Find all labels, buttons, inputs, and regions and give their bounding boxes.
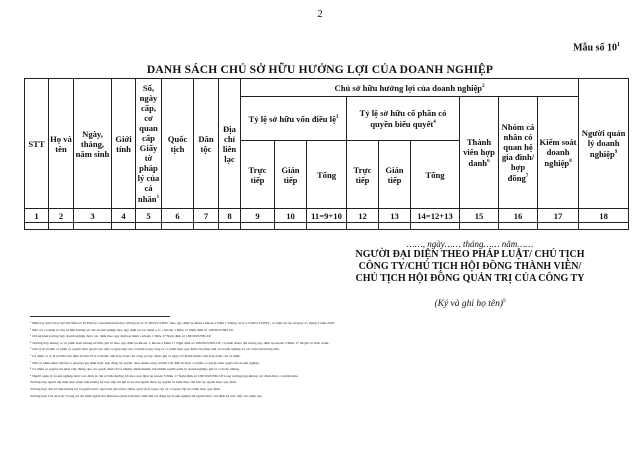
document-title: [0, 64, 640, 76]
column-number: 11=9+10: [307, 209, 347, 223]
header-capital-group-text: Tỷ lệ sở hữu vốn điều lệ: [248, 113, 336, 124]
header-member-ref: 6: [487, 159, 490, 165]
footnote-item: ⁷ Nêu cá nhân thuộc nhóm có quan hệ gia đình hoặc hợp đồng ủy quyền, thỏa thuận cùng sở hữu vốn điều lệ hoặc cổ phần có quyền biểu quyết của doanh nghiệp.: [30, 360, 260, 365]
empty-cell: [379, 223, 411, 230]
empty-cell: [275, 223, 307, 230]
header-indirect-voting: Gián tiếp: [379, 141, 411, 209]
empty-cell: [25, 223, 49, 230]
column-number: 15: [460, 209, 499, 223]
column-number: 5: [136, 209, 162, 223]
footnote-divider: [30, 316, 170, 317]
signature-block: [300, 249, 640, 285]
empty-cell: [49, 223, 74, 230]
column-number: 14=12+13: [411, 209, 460, 223]
footnote-item: Trường hợp chủ sở hữu hưởng lợi là người nước ngoài thì ghi số hộ chiếu, quốc tịch, ngày cấp và cơ quan cấp hộ chiếu theo quy định.: [30, 386, 221, 391]
header-indirect: Gián tiếp: [275, 141, 307, 209]
header-beneficial-group: [241, 79, 579, 97]
signature-note-text: (Ký và ghi họ tên): [434, 299, 504, 310]
empty-cell: [499, 223, 538, 230]
footnote-item: Trường hợp Tòa án hoặc Trọng tài chỉ định người đại diện theo pháp luật thực hiện thủ tục đăng ký doanh nghiệp thì người được chỉ định ký trực tiếp vào phần này.: [30, 393, 263, 398]
header-address: Địa chỉ liên lạc: [219, 79, 241, 209]
empty-cell: [241, 223, 275, 230]
header-beneficial-group-ref: 2: [482, 84, 485, 90]
footnotes: [30, 320, 630, 399]
beneficial-owner-table: [24, 78, 629, 230]
footnote-item: ⁶ Cá nhân có tỷ lệ sở hữu vốn điều lệ trên 25% là thành viên hợp danh của công ty hợp danh; ghi rõ ngày trở thành thành viên hợp danh của cá nhân.: [30, 353, 241, 358]
header-id-doc-ref: 1: [156, 195, 160, 201]
empty-cell: [136, 223, 162, 230]
header-total-voting: Tổng: [411, 141, 460, 209]
footnote-item: ⁴ Trường hợp không có cổ phần hoặc không sở hữu, ghi rõ theo quy định tại khoản 1, khoản 2 Điều 17 Nghị định số 168/2025/NĐ-CP; cá nhân thuộc đối tượng quy định tại khoản 3 Điều 17 thì ghi rõ chức danh.: [30, 340, 330, 345]
empty-cell: [194, 223, 219, 230]
empty-cell: [219, 223, 241, 230]
signature-line-3: CHỦ TỊCH HỘI ĐỒNG QUẢN TRỊ CỦA CÔNG TY: [355, 273, 585, 284]
footnote-item: Trường hợp người đại diện theo pháp luật không ký trực tiếp thì ghi rõ họ tên người được ủy quyền và kèm theo văn bản ủy quyền theo quy định.: [30, 380, 237, 385]
header-control: [538, 97, 579, 209]
column-number: 12: [347, 209, 379, 223]
empty-cell: [307, 223, 347, 230]
empty-data-row: [25, 223, 629, 230]
header-control-ref: 8: [569, 159, 572, 165]
column-number: 4: [112, 209, 136, 223]
column-number: 18: [579, 209, 629, 223]
header-name: Họ và tên: [49, 79, 74, 209]
footnote-item: ⁹ Người quản lý doanh nghiệp được xác định là chủ sở hữu hưởng lợi theo quy định tại khoản 3 Điều 17 Nghị định số 168/2025/NĐ-CP trong trường hợp không xác định được cá nhân khác.: [30, 373, 299, 378]
document-title-text: DANH SÁCH CHỦ SỞ HỮU HƯỞNG LỢI CỦA DOANH NGHIỆP: [146, 64, 494, 76]
footnote-item: ⁸ Cá nhân có quyền chi phối việc thông qua các quyết định về bổ nhiệm, miễn nhiệm, bãi nhiệm người quản lý doanh nghiệp; ghi rõ có hoặc không.: [30, 367, 240, 372]
date-line: ……, ngày…… tháng…… năm……: [406, 239, 534, 249]
header-dob: Ngày, tháng, năm sinh: [74, 79, 112, 209]
column-number: 2: [49, 209, 74, 223]
header-manager-ref: 9: [614, 150, 618, 156]
footnote-item: ³ Chỉ kê khai trường hợp doanh nghiệp được xác định theo quy định tại điểm a khoản 1 Điều 17 Nghị định số 168/2025/NĐ-CP.: [30, 334, 212, 339]
footnote-item: ² Nêu các cá nhân là chủ sở hữu hưởng lợi của doanh nghiệp theo quy định tại các điểm a, b, c khoản 1 Điều 17 Nghị định số 168/2025/NĐ-CP.: [30, 327, 234, 332]
column-number: 7: [194, 209, 219, 223]
header-related-group: [499, 97, 538, 209]
header-capital-group: [241, 97, 347, 141]
header-manager-text: Người quản lý doanh nghiệp: [581, 128, 626, 159]
empty-cell: [347, 223, 379, 230]
footnote-item: ¹ Mẫu này được thay thế bởi Mẫu số 10 Phụ lục ban hành kèm theo Thông tư số 11/2025/TT-BTC theo quy định tại điểm a khoản 1 Điều 1 Thông tư số 11/2025/TT-BTC, có hiệu lực kể từ ngày 21 tháng 3 năm 2025.: [30, 321, 336, 325]
header-gender: Giới tính: [112, 79, 136, 209]
header-ethnicity: Dân tộc: [194, 79, 219, 209]
empty-cell: [579, 223, 629, 230]
header-related-group-ref: 7: [525, 174, 529, 180]
header-voting-group-ref: 4: [433, 120, 436, 126]
signature-note: [300, 299, 640, 309]
header-beneficial-group-text: Chủ sở hữu hưởng lợi của doanh nghiệp: [334, 82, 483, 93]
empty-cell: [74, 223, 112, 230]
header-capital-group-ref: 3: [335, 115, 339, 121]
page-number: 2: [317, 8, 323, 20]
signature-line-2: CÔNG TY/CHỦ TỊCH HỘI ĐỒNG THÀNH VIÊN/: [358, 261, 582, 272]
column-number-row: [25, 209, 629, 223]
column-number: 16: [499, 209, 538, 223]
header-member: [460, 97, 499, 209]
column-number: 9: [241, 209, 275, 223]
column-number: 8: [219, 209, 241, 223]
column-number: 10: [275, 209, 307, 223]
header-total: Tổng: [307, 141, 347, 209]
header-direct-voting: Trực tiếp: [347, 141, 379, 209]
header-control-text: Kiểm soát doanh nghiệp: [539, 137, 577, 168]
form-label: [573, 42, 620, 53]
signature-line-1: NGƯỜI ĐẠI DIỆN THEO PHÁP LUẬT/ CHỦ TỊCH: [355, 249, 585, 260]
header-direct: Trực tiếp: [241, 141, 275, 209]
header-id-doc: [136, 79, 162, 209]
header-voting-group-text: Tỷ lệ sở hữu cổ phần có quyền biểu quyết: [359, 108, 447, 129]
empty-cell: [411, 223, 460, 230]
column-number: 13: [379, 209, 411, 223]
footnote-item: ⁵ Ghi tỷ lệ sở hữu cổ phần có quyền biểu quyết trực tiếp và gián tiếp của cá nhân trong công ty cổ phần theo quy định của pháp luật về doanh nghiệp và các văn bản hướng dẫn.: [30, 347, 280, 352]
signature-note-ref: 9: [503, 299, 506, 304]
header-voting-group: [347, 97, 460, 141]
empty-cell: [538, 223, 579, 230]
form-label-ref: 1: [617, 42, 620, 48]
column-number: 6: [162, 209, 194, 223]
header-related-group-text: Nhóm cá nhân có quan hệ gia đình/ hợp đồng: [501, 122, 535, 183]
column-number: 17: [538, 209, 579, 223]
empty-cell: [162, 223, 194, 230]
header-nationality: Quốc tịch: [162, 79, 194, 209]
header-stt: STT: [25, 79, 49, 209]
header-manager: [579, 79, 629, 209]
header-member-text: Thành viên hợp danh: [463, 137, 495, 168]
column-number: 1: [25, 209, 49, 223]
form-label-text: Mẫu số 10: [573, 42, 617, 54]
empty-cell: [112, 223, 136, 230]
header-id-doc-text: Số, ngày cấp, cơ quan cấp Giấy tờ pháp lý của cá nhân: [137, 83, 160, 204]
empty-cell: [460, 223, 499, 230]
column-number: 3: [74, 209, 112, 223]
